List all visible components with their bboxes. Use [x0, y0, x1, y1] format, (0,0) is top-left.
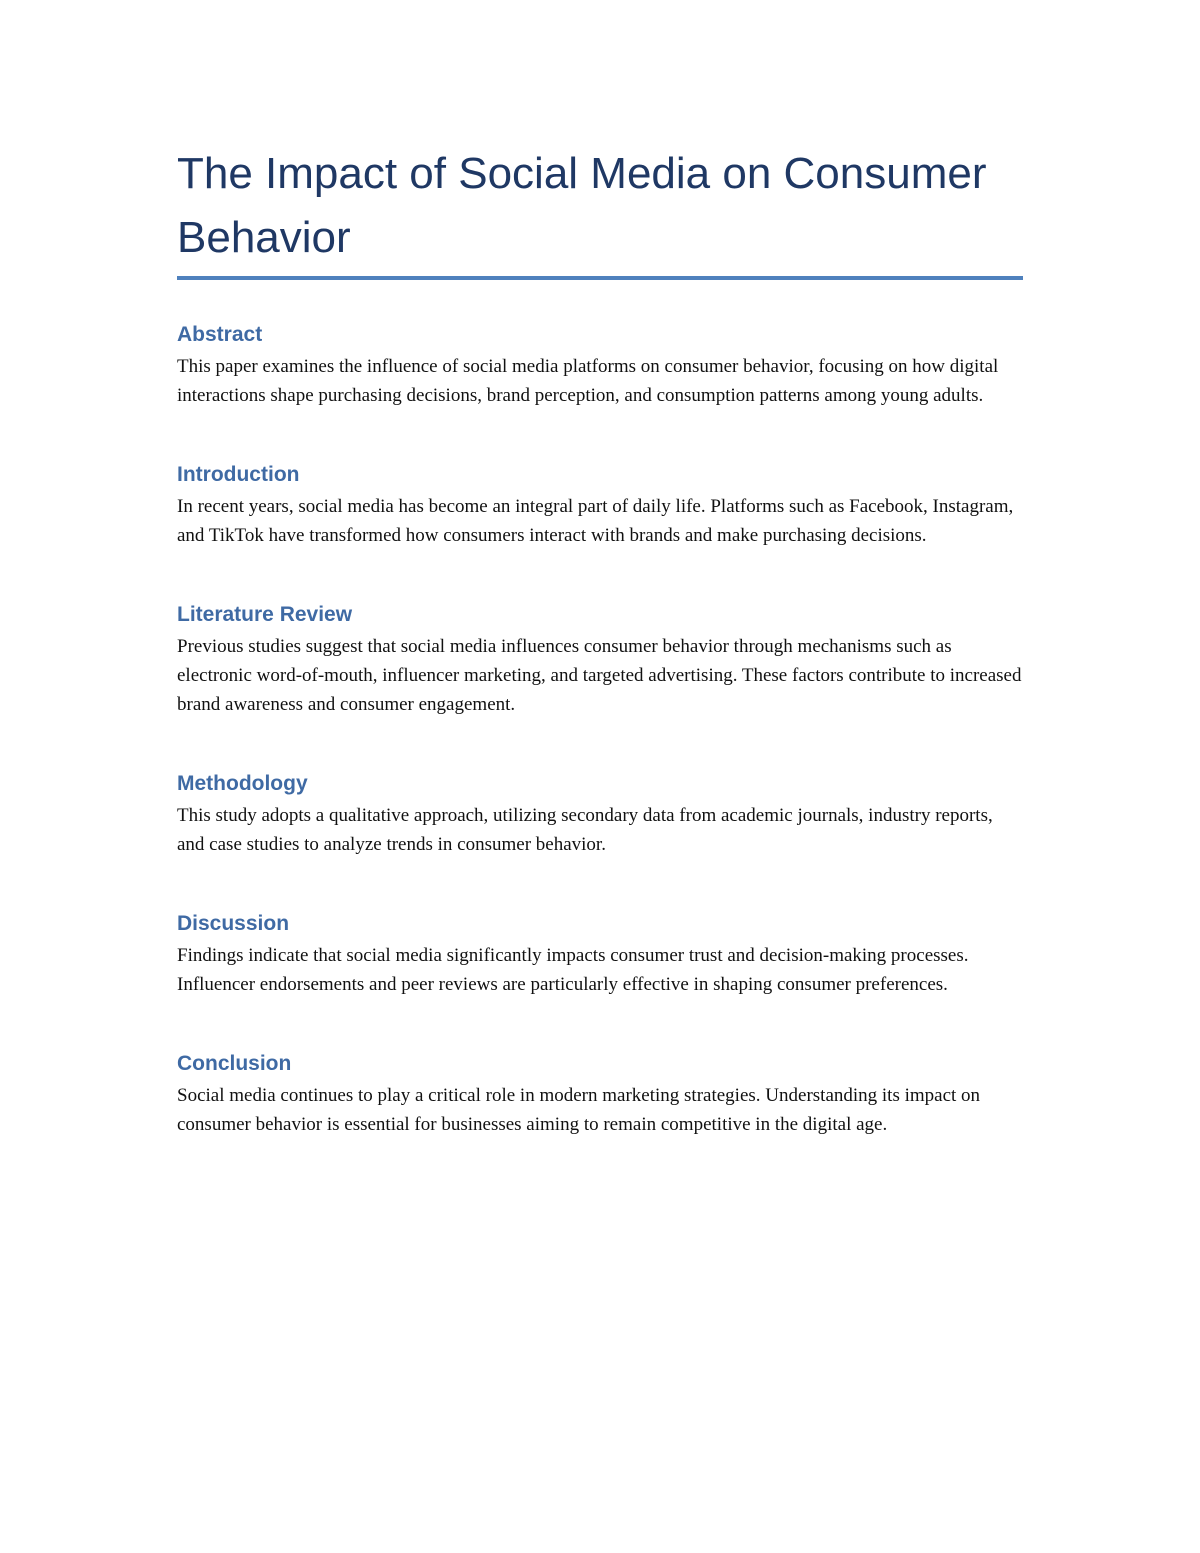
section-conclusion	[177, 1049, 1023, 1139]
section-heading-introduction: Introduction	[177, 463, 300, 486]
section-heading-abstract: Abstract	[177, 323, 263, 346]
section-body-conclusion: Social media continues to play a critical role in modern marketing strategies. Understanding its impact on consumer behavior is essential for businesses aiming to remain competitive in the digital age.	[177, 1085, 981, 1135]
title-underline-rule	[177, 276, 1023, 280]
section-discussion	[177, 909, 1023, 999]
document-title: The Impact of Social Media on Consumer Behavior	[177, 149, 987, 262]
section-heading-methodology: Methodology	[177, 772, 308, 795]
section-heading-discussion: Discussion	[177, 912, 290, 935]
section-body-literature-review: Previous studies suggest that social media influences consumer behavior through mechanisms such as electronic word-of-mouth, influencer marketing, and targeted advertising. These factors contribute to increased brand awareness and consumer engagement.	[177, 636, 1022, 715]
section-body-introduction: In recent years, social media has become an integral part of daily life. Platforms such as Facebook, Instagram, and TikTok have transformed how consumers interact with brands and make purchasing decisions.	[177, 496, 1014, 546]
section-body-methodology: This study adopts a qualitative approach, utilizing secondary data from academic journals, industry reports, and case studies to analyze trends in consumer behavior.	[177, 805, 993, 855]
section-methodology	[177, 769, 1023, 859]
section-abstract	[177, 320, 1023, 410]
section-heading-literature-review: Literature Review	[177, 603, 353, 626]
section-body-discussion: Findings indicate that social media significantly impacts consumer trust and decision-making processes. Influencer endorsements and peer reviews are particularly effective in shaping consumer preferences.	[177, 945, 969, 995]
document-content	[177, 142, 1023, 1139]
section-body-abstract: This paper examines the influence of social media platforms on consumer behavior, focusing on how digital interactions shape purchasing decisions, brand perception, and consumption patterns among young adults.	[177, 356, 999, 406]
section-introduction	[177, 460, 1023, 550]
section-literature-review	[177, 600, 1023, 719]
section-heading-conclusion: Conclusion	[177, 1052, 292, 1075]
